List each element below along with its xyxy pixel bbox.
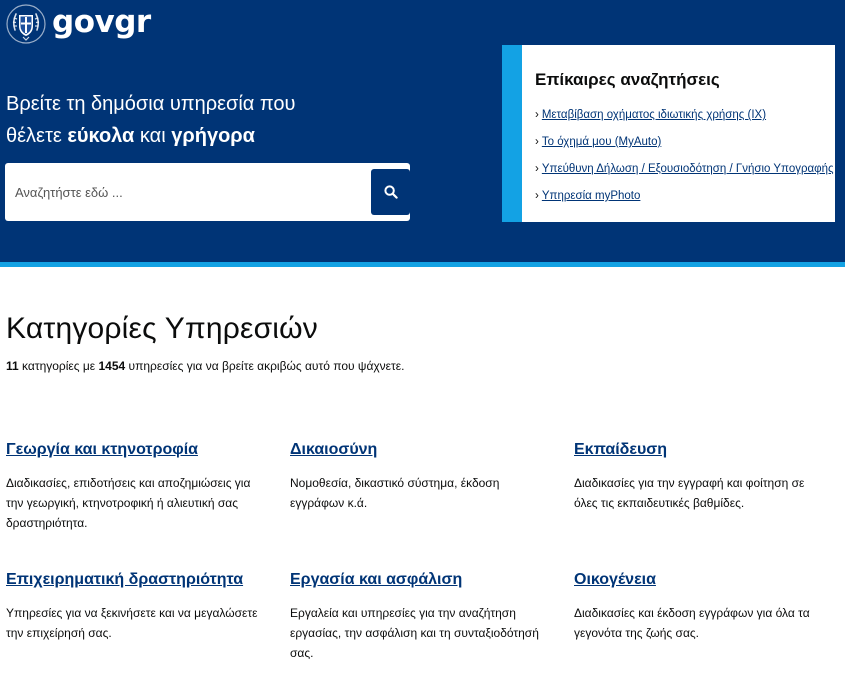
logo-text-gov: gov [52,3,115,40]
category-card-family [574,571,829,643]
hero-heading-line1: Βρείτε τη δημόσια υπηρεσία που [6,93,296,115]
categories-title: Κατηγορίες Υπηρεσιών [6,312,318,345]
hero-heading-prefix: θέλετε [6,125,62,147]
category-description: Νομοθεσία, δικαστικό σύστημα, έκδοση εγγράφων κ.ά. [290,476,500,510]
current-search-item [535,163,834,190]
category-link-agriculture[interactable]: Γεωργία και κτηνοτροφία [6,441,198,458]
chevron-right-icon: › [535,163,539,175]
category-link-justice[interactable]: Δικαιοσύνη [290,441,378,458]
logo-text-gr: gr [114,3,151,40]
categories-count: 11 [6,359,19,373]
search-input[interactable] [5,163,361,221]
hero-heading-and: και [139,125,166,147]
search-form [5,163,410,221]
category-card-justice [290,441,555,513]
category-description: Διαδικασίες, επιδοτήσεις και αποζημιώσεις για την γεωργική, κτηνοτροφική ή αλιευτική σας δραστηριότητα. [6,476,251,530]
categories-subtitle-text-2: υπηρεσίες για να βρείτε ακριβώς αυτό που ψάχνετε. [128,359,405,373]
hero-bottom-divider [0,262,845,267]
search-icon [384,185,398,199]
chevron-right-icon: › [535,109,539,121]
current-search-link-solemn-declaration[interactable]: Υπεύθυνη Δήλωση / Εξουσιοδότηση / Γνήσιο Υπογραφής [541,163,834,175]
govgr-logo-link[interactable] [6,4,151,44]
current-search-link-myphoto[interactable]: Υπηρεσία myPhoto [541,190,641,202]
logo-wordmark [52,3,151,40]
category-description: Διαδικασίες για την εγγραφή και φοίτηση σε όλες τις εκπαιδευτικές βαθμίδες. [574,476,805,510]
chevron-right-icon: › [535,190,539,202]
hero-header [0,0,845,262]
category-card-business [6,571,271,643]
categories-subtitle [6,359,404,373]
category-link-education[interactable]: Εκπαίδευση [574,441,668,458]
category-description: Εργαλεία και υπηρεσίες για την αναζήτηση εργασίας, την ασφάλιση και τη συνταξιοδότησή σας. [290,606,539,660]
category-card-agriculture [6,441,271,533]
current-searches-list [535,109,834,217]
search-button[interactable] [371,169,410,215]
panel-accent-bar [502,45,522,222]
category-link-employment[interactable]: Εργασία και ασφάλιση [290,571,463,588]
current-searches-panel [502,45,835,222]
hero-heading-bold-fast: γρήγορα [171,125,255,147]
category-card-education [574,441,829,513]
current-search-item [535,136,834,163]
current-searches-title: Επίκαιρες αναζητήσεις [535,70,720,89]
chevron-right-icon: › [535,136,539,148]
current-search-item [535,109,834,136]
current-search-link-myauto[interactable]: Το όχημά μου (MyAuto) [541,136,662,148]
category-card-employment [290,571,555,663]
category-link-family[interactable]: Οικογένεια [574,571,656,588]
services-count: 1454 [98,359,126,373]
category-link-business[interactable]: Επιχειρηματική δραστηριότητα [6,571,244,588]
hero-heading [6,88,426,152]
categories-subtitle-text-1: κατηγορίες με [22,359,96,373]
current-search-link-vehicle-transfer[interactable]: Μεταβίβαση οχήματος ιδιωτικής χρήσης (ΙΧ) [541,109,767,121]
hero-heading-bold-easy: εύκολα [67,125,135,147]
category-description: Διαδικασίες και έκδοση εγγράφων για όλα τα γεγονότα της ζωής σας. [574,606,810,640]
greek-coat-of-arms-icon [6,4,46,44]
category-description: Υπηρεσίες για να ξεκινήσετε και να μεγαλώσετε την επιχείρησή σας. [6,606,258,640]
current-search-item [535,190,834,217]
